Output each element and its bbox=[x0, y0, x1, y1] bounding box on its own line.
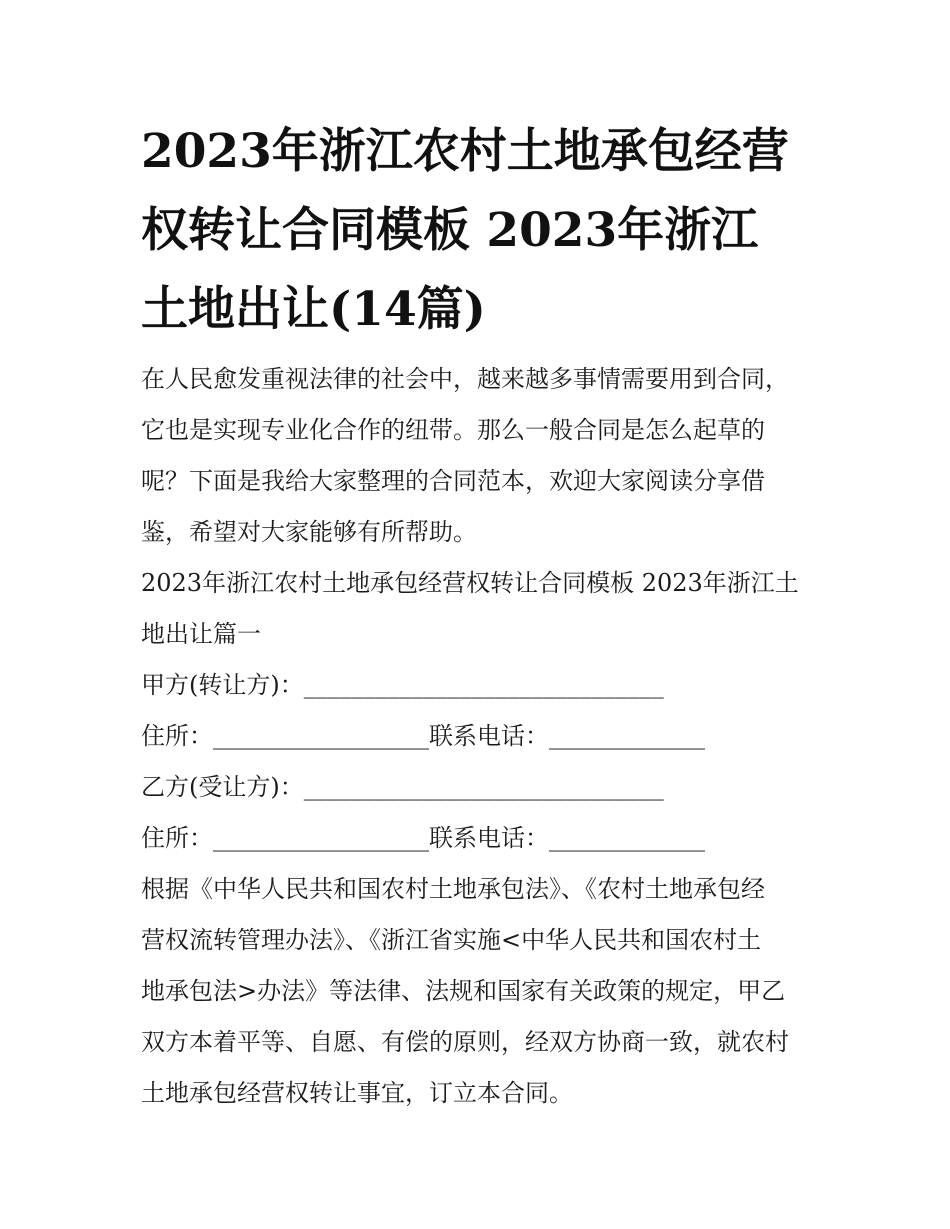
clause-line: 土地承包经营权转让事宜，订立本合同。 bbox=[141, 1079, 573, 1107]
section-title-line: 地出让篇一 bbox=[141, 620, 261, 648]
party-form bbox=[141, 660, 821, 864]
title-line: 土地出让(14篇) bbox=[141, 282, 486, 337]
title-line: 2023年浙江农村土地承包经营 bbox=[141, 124, 789, 179]
intro-line: 在人民愈发重视法律的社会中，越来越多事情需要用到合同， bbox=[141, 365, 789, 393]
intro-line: 它也是实现专业化合作的纽带。那么一般合同是怎么起草的 bbox=[141, 416, 765, 444]
party-a-field: 甲方(转让方)：______________________________ bbox=[141, 671, 664, 699]
clause-line: 双方本着平等、自愿、有偿的原则，经双方协商一致，就农村 bbox=[141, 1028, 789, 1056]
section-title-line: 2023年浙江农村土地承包经营权转让合同模板 2023年浙江土 bbox=[141, 569, 799, 597]
title-line: 权转让合同模板 2023年浙江 bbox=[141, 203, 759, 258]
clause-line: 地承包法>办法》等法律、法规和国家有关政策的规定，甲乙 bbox=[141, 977, 786, 1005]
clause-paragraph bbox=[141, 864, 821, 1119]
intro-line: 鉴，希望对大家能够有所帮助。 bbox=[141, 518, 477, 546]
document-title bbox=[141, 112, 821, 349]
clause-line: 营权流转管理办法》、《浙江省实施<中华人民共和国农村土 bbox=[141, 926, 762, 954]
section-title bbox=[141, 558, 821, 660]
intro-paragraph bbox=[141, 354, 821, 558]
party-b-address-phone-field: 住所：__________________联系电话：_____________ bbox=[141, 824, 705, 852]
clause-line: 根据《中华人民共和国农村土地承包法》、《农村土地承包经 bbox=[141, 875, 765, 903]
document-body bbox=[141, 354, 821, 1119]
intro-line: 呢？下面是我给大家整理的合同范本，欢迎大家阅读分享借 bbox=[141, 467, 765, 495]
party-a-address-phone-field: 住所：__________________联系电话：_____________ bbox=[141, 722, 705, 750]
party-b-field: 乙方(受让方)：______________________________ bbox=[141, 773, 664, 801]
